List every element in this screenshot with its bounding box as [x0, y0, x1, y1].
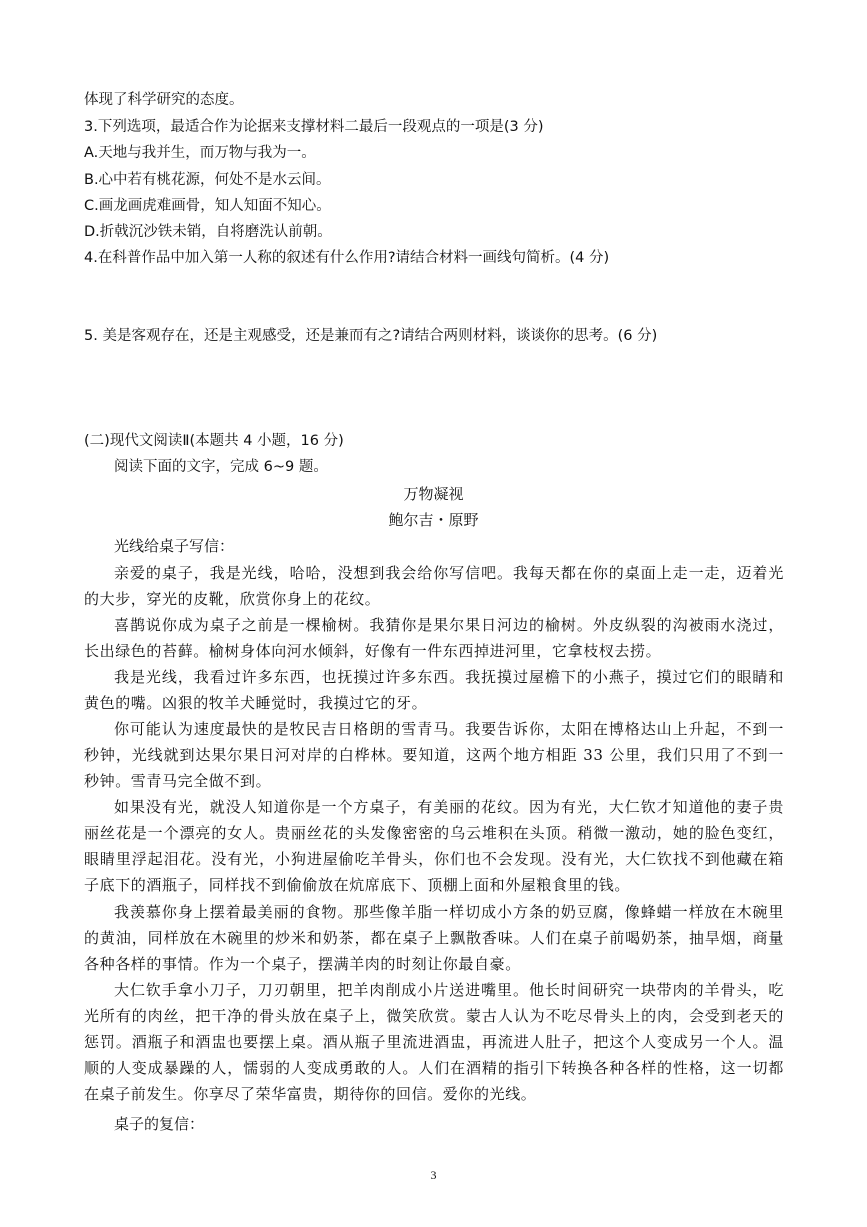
- article-title: 万物凝视: [403, 485, 464, 503]
- option-a: A.天地与我并生，而万物与我为一。: [84, 145, 316, 161]
- paragraph: 我羡慕你身上摆着最美丽的食物。那些像羊脂一样切成小方条的奶豆腐，像蜂蜡一样放在木碗里的黄油，同样放在木碗里的炒米和奶茶，都在桌子上飘散香味。人们在桌子前喝奶茶，抽旱烟，商量各种各样的事情。作为一个桌子，摆满羊肉的时刻让你最自豪。: [84, 903, 784, 973]
- page-number: 3: [430, 1168, 437, 1182]
- section-heading: (二)现代文阅读Ⅱ(本题共 4 小题，16 分): [84, 433, 344, 449]
- option-d: D.折戟沉沙铁未销，自将磨洗认前朝。: [84, 224, 332, 240]
- paragraph: 喜鹊说你成为桌子之前是一棵榆树。我猜你是果尔果日河边的榆树。外皮纵裂的沟被雨水浇过，长出绿色的苔藓。榆树身体向河水倾斜，好像有一件东西掉进河里，它拿枝杈去捞。: [84, 616, 784, 660]
- paragraph: 亲爱的桌子，我是光线，哈哈，没想到我会给你写信吧。我每天都在你的桌面上走一走，迈着光的大步，穿光的皮靴，欣赏你身上的花纹。: [84, 564, 784, 608]
- paragraph: 你可能认为速度最快的是牧民吉日格朗的雪青马。我要告诉你，太阳在博格达山上升起，不到一秒钟，光线就到达果尔果日河对岸的白桦林。要知道，这两个地方相距 33 公里，我们只用了不到一秒钟。雪青马完全做不到。: [84, 720, 784, 790]
- text-line: 体现了科学研究的态度。: [84, 92, 244, 108]
- paragraph: 我是光线，我看过许多东西，也抚摸过许多东西。我抚摸过屋檐下的小燕子，摸过它们的眼睛和黄色的嘴。凶狠的牧羊犬睡觉时，我摸过它的牙。: [84, 668, 784, 712]
- option-c: C.画龙画虎难画骨，知人知面不知心。: [84, 198, 331, 214]
- reply-heading: 桌子的复信：: [114, 1115, 205, 1133]
- instruction: 阅读下面的文字，完成 6~9 题。: [114, 459, 328, 475]
- letter-salutation: 光线给桌子写信：: [114, 537, 235, 555]
- paragraph: 大仁钦手拿小刀子，刀刃朝里，把羊肉削成小片送进嘴里。他长时间研究一块带肉的羊骨头，吃光所有的肉丝，把干净的骨头放在桌子上，微笑欣赏。蒙古人认为不吃尽骨头上的肉，会受到老天的惩罚。酒瓶子和酒盅也要摆上桌。酒从瓶子里流进酒盅，再流进人肚子，把这个人变成另一个人。温顺的人变成暴躁的人，懦弱的人变成勇敢的人。人们在酒精的指引下转换各种各样的性格，这一切都在桌子前发生。你享尽了荣华富贵，期待你的回信。爱你的光线。: [84, 981, 784, 1103]
- article-author: 鲍尔吉・原野: [388, 511, 479, 529]
- question-4: 4.在科普作品中加入第一人称的叙述有什么作用?请结合材料一画线句简析。(4 分): [84, 250, 610, 266]
- question-3: 3.下列选项，最适合作为论据来支撑材料二最后一段观点的一项是(3 分): [84, 119, 544, 135]
- option-b: B.心中若有桃花源，何处不是水云间。: [84, 172, 331, 188]
- question-5: 5. 美是客观存在，还是主观感受，还是兼而有之?请结合两则材料，谈谈你的思考。(6 分): [84, 328, 658, 344]
- paragraph: 如果没有光，就没人知道你是一个方桌子，有美丽的花纹。因为有光，大仁钦才知道他的妻子贵丽丝花是一个漂亮的女人。贵丽丝花的头发像密密的乌云堆积在头顶。稍微一激动，她的脸色变红，眼睛里浮起泪花。没有光，小狗进屋偷吃羊骨头，你们也不会发现。没有光，大仁钦找不到他藏在箱子底下的酒瓶子，同样找不到偷偷放在炕席底下、顶棚上面和外屋粮食里的钱。: [84, 798, 784, 894]
